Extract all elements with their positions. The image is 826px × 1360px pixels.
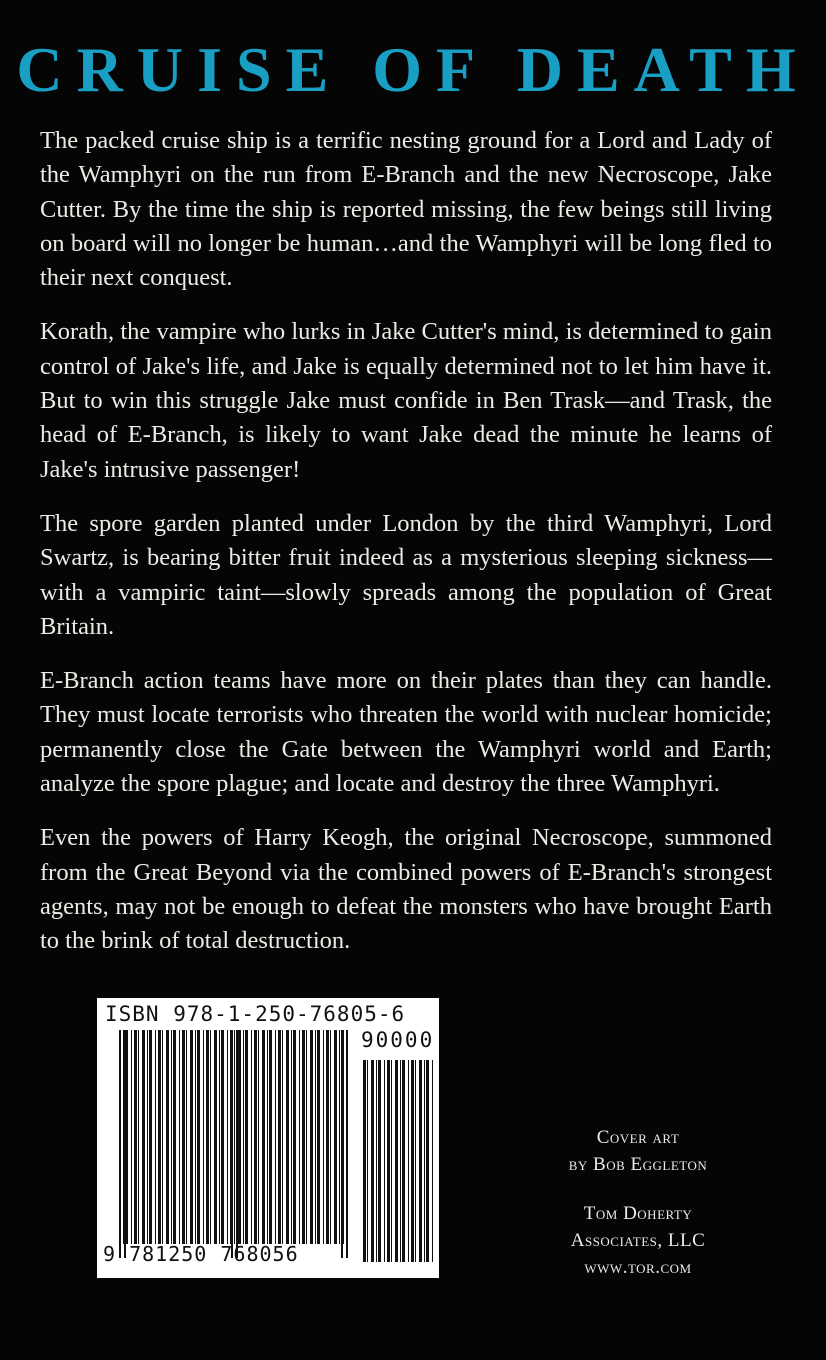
back-cover-blurb: [40, 124, 772, 979]
barcode-digits: 9 781250 768056: [103, 1242, 299, 1266]
book-title: CRUISE OF DEATH: [16, 34, 810, 105]
blurb-paragraph: The packed cruise ship is a terrific nesting ground for a Lord and Lady of the Wamphyri on the run from E-Branch and the new Necroscope, Jake Cutter. By the time the ship is reported missing, the few beings still living on board will no longer be human…and the Wamphyri will be long fled to their next conquest.: [40, 127, 772, 292]
price-code: 90000: [361, 1028, 435, 1052]
publisher-line1: Tom Doherty: [583, 1203, 693, 1224]
credits-block: [530, 1124, 746, 1281]
isbn-barcode: [97, 998, 439, 1278]
publisher-website: www.tor.com: [584, 1257, 692, 1278]
cover-art-credit-line2: by Bob Eggleton: [568, 1154, 708, 1175]
blurb-paragraph: The spore garden planted under London by the third Wamphyri, Lord Swartz, is bearing bitter fruit indeed as a mysterious sleeping sickness—with a vampiric taint—slowly spreads among the population of Great Britain.: [40, 509, 772, 640]
blurb-paragraph: Korath, the vampire who lurks in Jake Cutter's mind, is determined to gain control of Jake's life, and Jake is equally determined not to let him have it. But to win this struggle Jake must confide in Ben Trask—and Trask, the head of E-Branch, is likely to want Jake dead the minute he learns of Jake's intrusive passenger!: [40, 318, 772, 483]
blurb-paragraph: Even the powers of Harry Keogh, the original Necroscope, summoned from the Great Beyond via the combined powers of E-Branch's strongest agents, may not be enough to defeat the monsters who have brought Earth to the brink of total destruction.: [40, 824, 772, 955]
isbn-label: ISBN 978-1-250-76805-6: [105, 1002, 406, 1026]
publisher-line2: Associates, LLC: [570, 1230, 706, 1251]
cover-art-credit-line1: Cover art: [596, 1127, 680, 1148]
blurb-paragraph: E-Branch action teams have more on their plates than they can handle. They must locate terrorists who threaten the world with nuclear homicide; permanently close the Gate between the Wamphyri world and Earth; analyze the spore plague; and locate and destroy the three Wamphyri.: [40, 667, 772, 798]
